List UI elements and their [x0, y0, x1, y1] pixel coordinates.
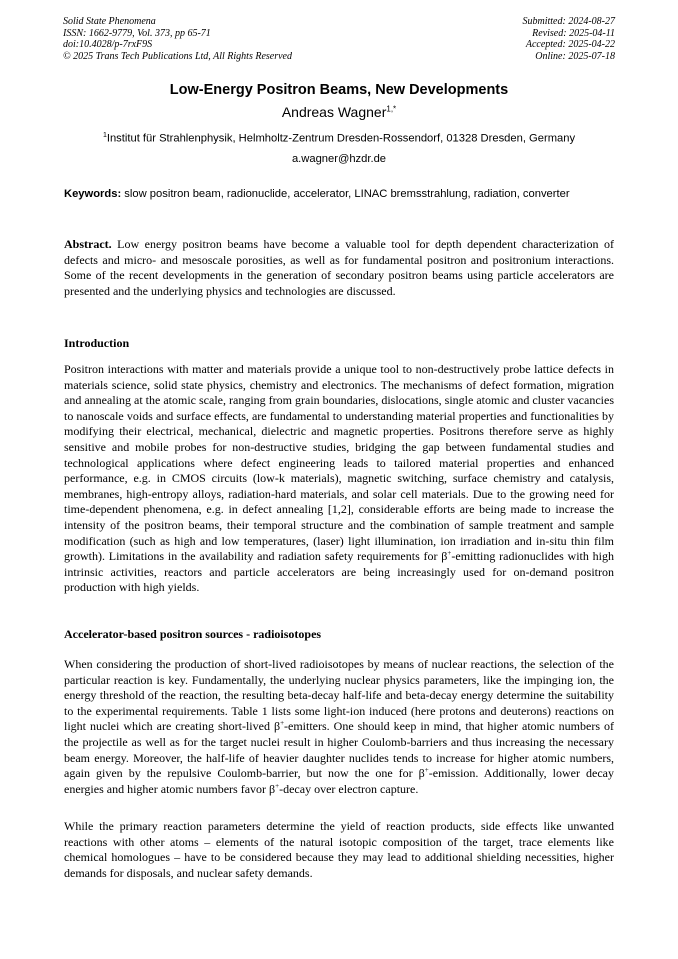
abstract-text: Low energy positron beams have become a valuable tool for depth dependent characterization of defects and micro- and mesoscale porosities, as well as for fundamental positron and positronium interactions. Some of the recent developments in the generation of secondary positron beams using particle accelerators are presented and the underlying physics and technologies are discussed. [64, 237, 614, 298]
superscript-plus: + [280, 719, 285, 728]
online-date: Online: 2025-07-18 [535, 50, 615, 62]
keywords-label: Keywords: [64, 188, 122, 200]
intro-text-1: Positron interactions with matter and materials provide a unique tool to non-destructively probe lattice defects in materials science, solid state physics, chemistry and electronics. The mechanisms of defect formation, migration and annealing at the atomic scale, ranging from grain boundaries, dislocations, single atomic and cluster vacancies to nanoscale voids and surface effects, are fundamental to understanding material properties and functionalities by modifying their electrical, mechanical, dielectric and magnetic properties. Positrons therefore serve as highly sensitive and mobile probes for non-destructive studies, bridging the gap between fundamental studies and technological applications where defect engineering leads to tailored material properties and enhanced performance, e.g. in CMOS circuits (low-k materials), magnetic switching, surface chemistry and catalysis, membranes, high-entropy alloys, radiation-hard materials, and solar cell materials. Due to the growing need for time-dependent phenomena, e.g. in defect annealing [1,2], considerable efforts are being made to increase the intensity of the positron beams, their temporal structure and the combination of sample treatment and sample modification (such as high and low temperatures, (laser) light illumination, ion irradiation and in-situ thin film growth). Limitations in the availability and radiation safety requirements for β [64, 362, 614, 564]
paper-title: Low-Energy Positron Beams, New Developments [169, 82, 509, 98]
author-affiliation-mark: 1,* [386, 104, 397, 114]
acc-text-1: When considering the production of short-lived radioisotopes by means of nuclear reactions, the selection of the particular reaction is key. Fundamentally, the underlying nuclear physics parameters, like the impinging ion, the energy threshold of the reaction, the resulting beta-decay half-life and beta-decay energy determine the suitability to the experimental requirements. Table 1 lists some light-ion induced (here protons and deuterons) reactions on light nuclei which are creating short-lived β [64, 657, 614, 734]
author-line [0, 104, 678, 120]
superscript-plus: + [275, 781, 280, 790]
revised-date: Revised: 2025-04-11 [532, 27, 615, 39]
issn-volume: ISSN: 1662-9779, Vol. 373, pp 65-71 [63, 27, 211, 39]
journal-name: Solid State Phenomena [63, 16, 156, 27]
header-right [523, 16, 616, 62]
accepted-date: Accepted: 2025-04-22 [525, 39, 615, 51]
acc-text-4: -decay over electron capture. [279, 781, 419, 796]
affiliation [0, 132, 678, 145]
superscript-plus: + [447, 549, 452, 558]
introduction-paragraph [64, 362, 614, 596]
affiliation-text: Institut für Strahlenphysik, Helmholtz-Zentrum Dresden-Rossendorf, 01328 Dresden, Germany [106, 132, 576, 145]
accelerator-paragraph-2: While the primary reaction parameters determine the yield of reaction products, side effects like unwanted reactions with other atoms – elements of the natural isotopic composition of the target, trace elements like chemical homologues – have to be considered because they may lead to additional shielding necessities, higher demands for disposals, and nuclear safety demands. [64, 819, 614, 880]
copyright: © 2025 Trans Tech Publications Ltd, All Rights Reserved [63, 50, 292, 62]
doi[interactable]: doi:10.4028/p-7rxF9S [63, 39, 153, 51]
author-email[interactable]: a.wagner@hzdr.de [291, 153, 387, 165]
acc-text-3: -emission. Additionally, lower decay energies and higher atomic numbers favor β [64, 766, 615, 796]
author-name: Andreas Wagner [281, 104, 387, 120]
acc-text-2: -emitters. One should keep in mind, that higher atomic numbers of the projectile as well as for the target nuclei result in higher Coulomb-barriers and thus increasing the necessary beam energy. Moreover, the half-life of heavier daughter nuclides tends to increase for higher atomic numbers, again given by the repulsive Coulomb-barrier, but now the one for β [64, 719, 614, 781]
accelerator-paragraph-1 [64, 657, 614, 797]
submitted-date: Submitted: 2024-08-27 [522, 16, 615, 27]
superscript-plus: + [424, 766, 429, 775]
keywords-text: slow positron beam, radionuclide, accelerator, LINAC bremsstrahlung, radiation, converter [121, 188, 570, 200]
abstract-label: Abstract. [64, 237, 112, 251]
section-heading-accelerator: Accelerator-based positron sources - radioisotopes [64, 627, 322, 641]
keywords [64, 187, 614, 202]
abstract [64, 237, 614, 299]
intro-text-2: -emitting radionuclides with high intrinsic activities, reactors and particle accelerators are being increasingly used for on-demand positron production with high yields. [64, 549, 615, 595]
section-heading-introduction: Introduction [64, 336, 130, 350]
header-left [63, 16, 292, 62]
affiliation-mark: 1 [102, 132, 107, 139]
